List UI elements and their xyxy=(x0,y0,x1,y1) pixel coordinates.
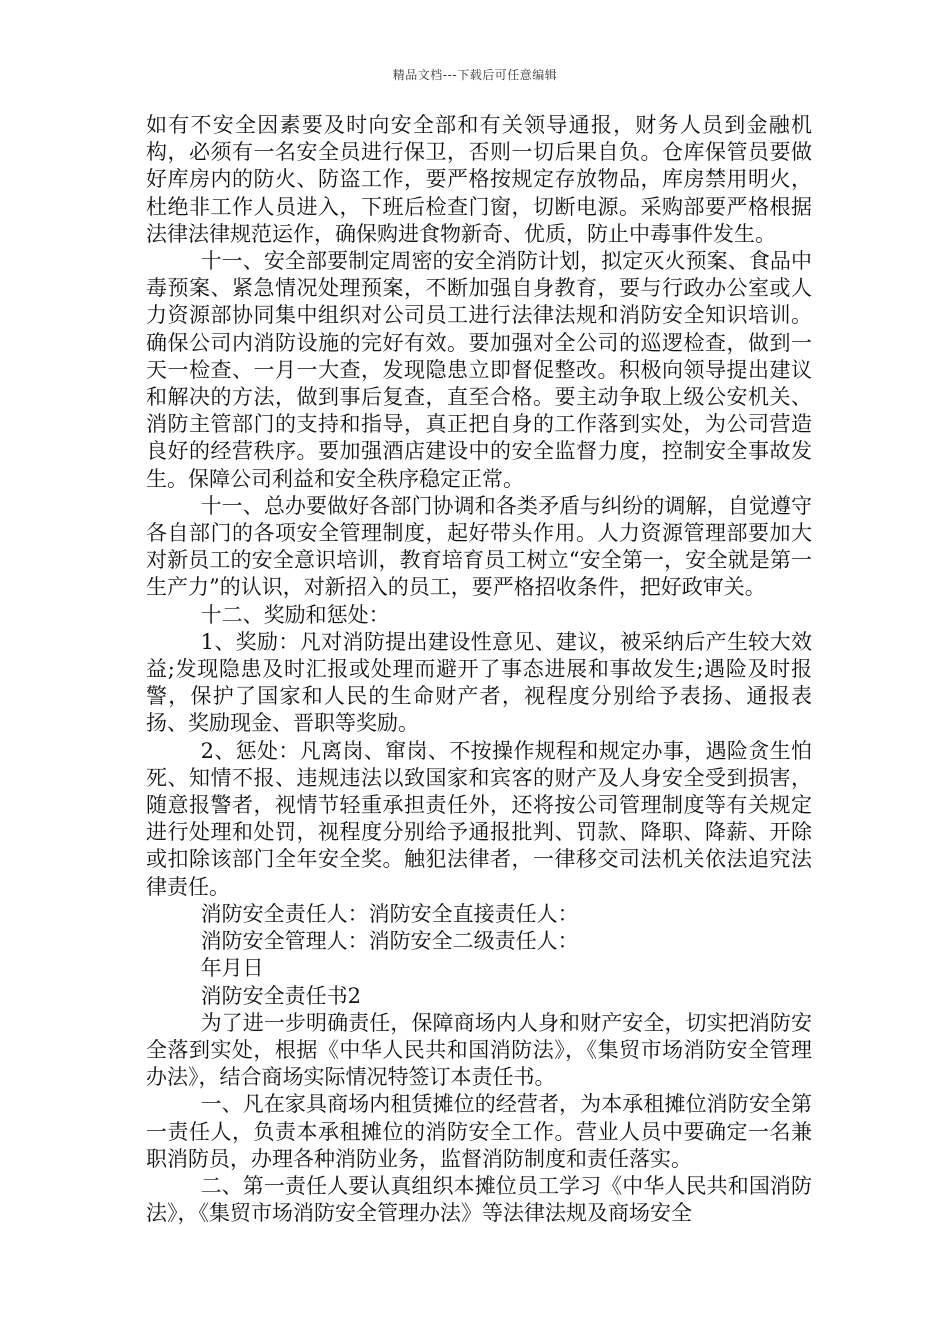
document-body xyxy=(146,112,812,1227)
paragraph: 消防安全责任人：消防安全直接责任人： xyxy=(200,901,579,926)
paragraph: 十一、总办要做好各部门协调和各类矛盾与纠纷的调解，自觉遵守各自部门的各项安全管理制度，起好带头作用。人力资源管理部要加大对新员工的安全意识培训，教育培育员工树立“安全第一，安全就是第一生产力”的认识，对新招入的员工，要严格招收条件，把好政审关。 xyxy=(146,493,812,600)
paragraph: 1、奖励：凡对消防提出建设性意见、建议，被采纳后产生较大效益;发现隐患及时汇报或处理而避开了事态进展和事故发生;遇险及时报警，保护了国家和人民的生命财产者，视程度分别给予表扬、通报表扬、奖励现金、晋职等奖励。 xyxy=(146,629,812,736)
paragraph: 一、凡在家具商场内租赁摊位的经营者，为本承租摊位消防安全第一责任人，负责本承租摊位的消防安全工作。营业人员中要确定一名兼职消防员，办理各种消防业务，监督消防制度和责任落实。 xyxy=(146,1092,812,1171)
paragraph: 消防安全责任书2 xyxy=(200,983,361,1008)
page-header: 精品文档---下载后可任意编辑 xyxy=(392,68,558,82)
paragraph: 二、第一责任人要认真组织本摊位员工学习《中华人民共和国消防法》，《集贸市场消防安全管理办法》等法律法规及商场安全 xyxy=(146,1173,812,1226)
paragraph: 如有不安全因素要及时向安全部和有关领导通报，财务人员到金融机构，必须有一名安全员进行保卫，否则一切后果自负。仓库保管员要做好库房内的防火、防盗工作，要严格按规定存放物品，库房禁用明火，杜绝非工作人员进入，下班后检查门窗，切断电源。采购部要严格根据法律法律规范运作，确保购进食物新奇、优质，防止中毒事件发生。 xyxy=(146,113,812,246)
paragraph: 十二、奖励和惩处： xyxy=(200,602,390,627)
paragraph: 十一、安全部要制定周密的安全消防计划，拟定灭火预案、食品中毒预案、紧急情况处理预案，不断加强自身教育，要与行政办公室或人力资源部协同集中组织对公司员工进行法律法规和消防安全知识培训。确保公司内消防设施的完好有效。要加强对全公司的巡逻检查，做到一天一检查、一月一大查，发现隐患立即督促整改。积极向领导提出建议和解决的方法，做到事后复查，直至合格。要主动争取上级公安机关、消防主管部门的支持和指导，真正把自身的工作落到实处，为公司营造良好的经营秩序。要加强酒店建设中的安全监督力度，控制安全事故发生。保障公司利益和安全秩序稳定正常。 xyxy=(146,249,812,491)
paragraph: 为了进一步明确责任，保障商场内人身和财产安全，切实把消防安全落到实处，根据《中华人民共和国消防法》，《集贸市场消防安全管理办法》，结合商场实际情况特签订本责任书。 xyxy=(146,1010,812,1090)
paragraph: 年月日 xyxy=(200,956,264,981)
paragraph: 2、惩处：凡离岗、窜岗、不按操作规程和规定办事，遇险贪生怕死、知情不报、违规违法以致国家和宾客的财产及人身安全受到损害，随意报警者，视情节轻重承担责任外，还将按公司管理制度等有关规定进行处理和处罚，视程度分别给予通报批判、罚款、降职、降薪、开除或扣除该部门全年安全奖。触犯法律者，一律移交司法机关依法追究法律责任。 xyxy=(146,738,812,899)
paragraph: 消防安全管理人：消防安全二级责任人： xyxy=(200,929,579,954)
